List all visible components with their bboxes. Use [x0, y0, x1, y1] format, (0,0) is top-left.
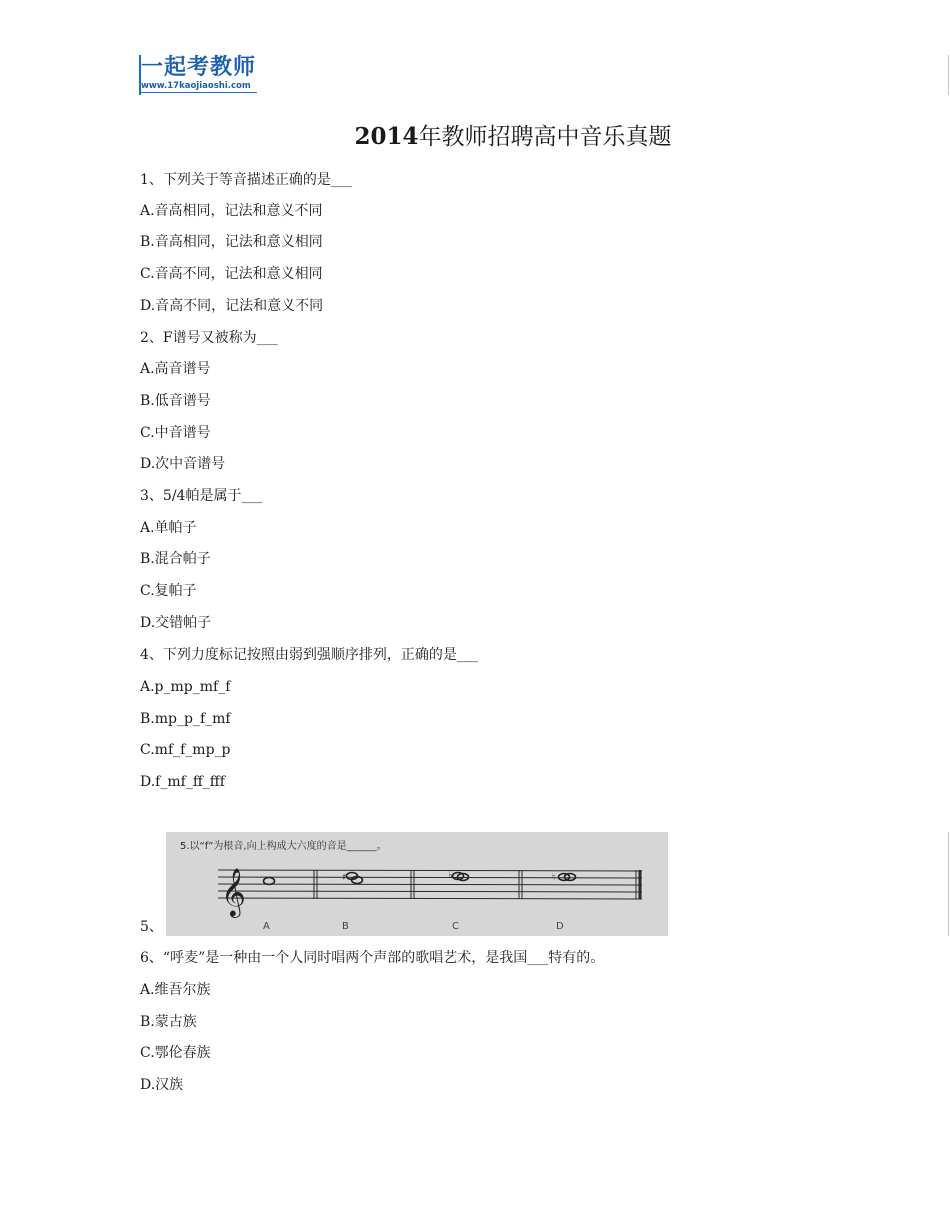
- interval-c-notes: [448, 870, 469, 881]
- option-label-a: A: [263, 921, 270, 932]
- option-label-c: C: [452, 921, 459, 932]
- page-edge-mark: [948, 55, 949, 95]
- interval-a-notes: [264, 878, 275, 885]
- option-label-d: D: [556, 921, 564, 932]
- page-edge-mark: [948, 832, 949, 936]
- question-option: D.汉族: [140, 1077, 184, 1093]
- score-prompt: 5.以“f”为根音,向上构成大六度的音是______。: [180, 841, 387, 852]
- question-option: D.音高不同，记法和意义不同: [140, 298, 324, 314]
- svg-text:𝄞: 𝄞: [221, 867, 246, 916]
- music-score-image: [166, 832, 668, 936]
- title-text: 年教师招聘高中音乐真题: [418, 124, 672, 150]
- logo-url: www.17kaojiaoshi.com: [141, 81, 251, 91]
- svg-text:♯: ♯: [342, 873, 347, 883]
- question-option: A.高音谱号: [140, 361, 211, 377]
- site-logo: [139, 55, 259, 95]
- question-stem: 4、下列力度标记按照由弱到强顺序排列，正确的是___: [140, 647, 478, 663]
- question-option: B.音高相同，记法和意义相同: [140, 234, 323, 250]
- question-option: A.单帕子: [140, 520, 197, 536]
- question-option: C.复帕子: [140, 583, 197, 599]
- svg-text:♮: ♮: [552, 873, 556, 883]
- interval-b-notes: [342, 873, 363, 884]
- question-stem: 1、下列关于等音描述正确的是___: [140, 172, 352, 188]
- treble-clef-icon: [221, 867, 246, 918]
- question-option: C.中音谱号: [140, 425, 211, 441]
- question-option: B.mp_p_f_mf: [140, 711, 231, 727]
- title-year: 2014: [354, 123, 419, 150]
- question-option: B.蒙古族: [140, 1014, 197, 1030]
- staff-lines: [218, 870, 642, 899]
- question-option: A.音高相同，记法和意义不同: [140, 203, 323, 219]
- question-option: A.p_mp_mf_f: [140, 679, 231, 695]
- logo-name: 一起考教师: [141, 55, 257, 80]
- logo-underline: [141, 92, 257, 93]
- question-stem: 2、F谱号又被称为___: [140, 330, 278, 346]
- option-label-b: B: [342, 921, 349, 932]
- question-option: B.低音谱号: [140, 393, 211, 409]
- question-option: B.混合帕子: [140, 551, 211, 567]
- svg-text:♭: ♭: [448, 870, 453, 881]
- question-stem: 6、“呼麦”是一种由一个人同时唱两个声部的歌唱艺术，是我国___特有的。: [140, 950, 605, 966]
- question-option: C.鄂伦春族: [140, 1045, 211, 1061]
- page-title: [0, 121, 950, 153]
- question-option: D.f_mf_ff_fff: [140, 774, 225, 790]
- question-option: D.交错帕子: [140, 615, 212, 631]
- question-option: A.维吾尔族: [140, 982, 211, 998]
- question-number: 5、: [140, 919, 163, 935]
- question-option: C.音高不同，记法和意义相同: [140, 266, 323, 282]
- question-option: C.mf_f_mp_p: [140, 742, 231, 758]
- question-option: D.次中音谱号: [140, 456, 226, 472]
- question-stem: 3、5/4帕是属于___: [140, 488, 263, 504]
